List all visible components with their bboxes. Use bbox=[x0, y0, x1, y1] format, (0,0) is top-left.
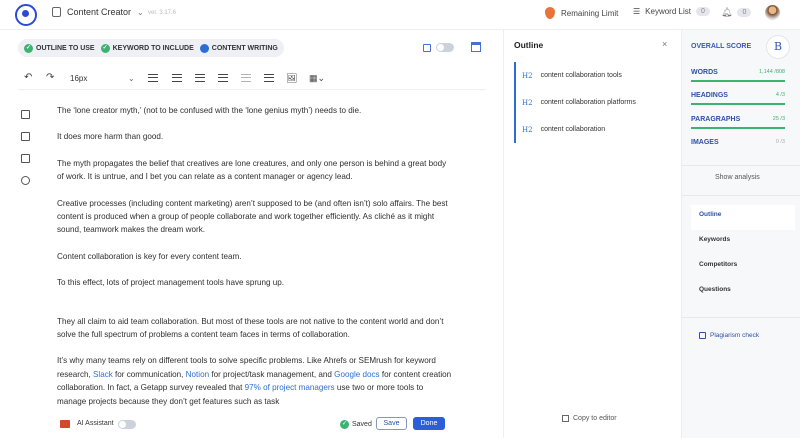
step-outline[interactable] bbox=[24, 44, 95, 53]
editor-toolbar bbox=[18, 68, 486, 90]
saved-status bbox=[340, 420, 372, 429]
bell-icon: 🔔︎ bbox=[721, 7, 733, 17]
saved-label: Saved bbox=[352, 421, 372, 428]
ai-assistant-icon bbox=[60, 420, 70, 428]
outline-item[interactable] bbox=[516, 89, 674, 116]
indent-icon[interactable] bbox=[264, 74, 274, 82]
metric-images bbox=[691, 139, 785, 146]
metric-value: 25 /3 bbox=[772, 116, 785, 122]
link-google-docs[interactable]: Google docs bbox=[334, 369, 380, 379]
editor-footer bbox=[60, 417, 452, 433]
app-logo-icon[interactable] bbox=[15, 4, 37, 26]
analysis-tabs bbox=[691, 205, 795, 305]
redo-icon[interactable]: ↷ bbox=[46, 72, 55, 83]
metric-headings bbox=[691, 92, 785, 99]
metric-fill bbox=[691, 103, 785, 105]
metric-label: PARAGRAPHS bbox=[691, 116, 741, 123]
check-icon: ✓ bbox=[102, 44, 108, 51]
progress-steps bbox=[18, 39, 284, 57]
metric-value: 4 /3 bbox=[775, 92, 785, 98]
outline-item[interactable] bbox=[516, 62, 674, 89]
paragraph: Creative processes (including content marketing) aren’t supposed to be (and often isn’t) solo affairs. The best content is produced when a group of people collaborate and work together efficiently. As cliché as it might sound, teamwork makes the dream work. bbox=[57, 198, 448, 235]
outline-title: Outline bbox=[514, 40, 544, 50]
paragraph: They all claim to aid team collaboration. But most of these tools are not native to the content world and don’t solve the full spectrum of problems a content team faces in terms of collaboration. bbox=[57, 316, 444, 340]
text-run: for content creation collaboration. In fact, a Getapp survey revealed that bbox=[57, 369, 452, 393]
heading-tag: H2 bbox=[522, 71, 533, 80]
view-toggle[interactable] bbox=[423, 43, 454, 52]
font-size-select[interactable]: 16px bbox=[70, 74, 88, 83]
align-left-icon[interactable] bbox=[148, 74, 158, 82]
remaining-limit-button[interactable] bbox=[545, 7, 618, 19]
editor-content[interactable] bbox=[57, 104, 452, 421]
close-icon[interactable]: × bbox=[662, 39, 668, 49]
metric-label: WORDS bbox=[691, 69, 718, 76]
edit-icon[interactable] bbox=[21, 154, 30, 163]
tab-questions[interactable]: Questions bbox=[699, 286, 731, 293]
metric-label: HEADINGS bbox=[691, 92, 728, 99]
text-run: It’s why many teams rely on different tools to solve specific problems. Like Ahrefs or SEMrush for keyword research, bbox=[57, 356, 436, 379]
tab-outline[interactable]: Outline bbox=[691, 205, 795, 230]
done-button[interactable]: Done bbox=[413, 417, 445, 430]
export-icon[interactable] bbox=[21, 132, 30, 141]
copy-label: Copy to editor bbox=[573, 415, 617, 422]
metric-paragraphs bbox=[691, 116, 785, 123]
metric-value: 1,144 /808 bbox=[759, 69, 785, 75]
table-icon[interactable]: ▦⌄ bbox=[309, 73, 326, 83]
ai-assistant-label: AI Assistant bbox=[77, 420, 114, 427]
metric-fill bbox=[691, 127, 785, 129]
outdent-icon[interactable] bbox=[241, 74, 251, 82]
step-label: CONTENT WRITING bbox=[211, 44, 278, 52]
ai-assistant-toggle[interactable] bbox=[118, 420, 136, 429]
notifications-button[interactable] bbox=[721, 7, 751, 18]
outline-panel bbox=[503, 30, 681, 438]
keyword-list-label: Keyword List bbox=[645, 7, 691, 16]
plagiarism-icon bbox=[699, 332, 706, 339]
grid-icon bbox=[52, 7, 61, 17]
heading-tag: H2 bbox=[522, 98, 533, 107]
app-name: Content Creator bbox=[67, 7, 132, 17]
text-run: for project/task management, and bbox=[209, 369, 335, 379]
align-center-icon[interactable] bbox=[172, 74, 182, 82]
paragraph: The ‘lone creator myth,’ (not to be confused with the ‘lone genius myth’) needs to die. bbox=[57, 106, 362, 115]
metric-words bbox=[691, 69, 785, 76]
heading-tag: H2 bbox=[522, 125, 533, 134]
paragraph bbox=[57, 354, 452, 408]
outline-item-text: content collaboration bbox=[540, 126, 606, 133]
check-icon: ✓ bbox=[341, 421, 348, 427]
metric-fill bbox=[691, 80, 785, 82]
score-grade: B bbox=[766, 35, 790, 59]
divider bbox=[682, 317, 800, 318]
drop-icon bbox=[545, 7, 555, 19]
top-bar bbox=[0, 0, 800, 30]
metric-value: 0 /3 bbox=[775, 139, 785, 145]
outline-item-text: content collaboration tools bbox=[540, 72, 622, 79]
paragraph: To this effect, lots of project management tools have sprung up. bbox=[57, 278, 285, 288]
check-icon: ✓ bbox=[25, 44, 32, 51]
keyword-count-badge: 0 bbox=[696, 7, 710, 16]
list-icon: ☰ bbox=[633, 7, 641, 16]
remaining-limit-label: Remaining Limit bbox=[561, 8, 619, 18]
keyword-list-button[interactable] bbox=[633, 7, 710, 16]
document-icon bbox=[423, 44, 431, 52]
link-notion[interactable]: Notion bbox=[185, 369, 210, 379]
align-right-icon[interactable] bbox=[195, 74, 205, 82]
app-switcher[interactable] bbox=[52, 7, 144, 17]
notification-count-badge: 0 bbox=[737, 8, 751, 17]
link-slack[interactable]: Slack bbox=[93, 369, 113, 379]
paragraph: It does more harm than good. bbox=[57, 132, 164, 142]
paragraph: The myth propagates the belief that creatives are lone creatures, and only one person is behind a great body of work. It is untrue, and I bet you can relate as a content manager or agency lead. bbox=[57, 158, 447, 182]
metric-bar bbox=[691, 103, 785, 105]
toggle-switch[interactable] bbox=[436, 43, 454, 52]
copy-icon bbox=[562, 415, 569, 422]
metric-bar bbox=[691, 80, 785, 82]
show-analysis-button[interactable]: Show analysis bbox=[715, 174, 760, 181]
metric-bar bbox=[691, 127, 785, 129]
undo-icon[interactable]: ↶ bbox=[24, 72, 33, 83]
metric-label: IMAGES bbox=[691, 139, 719, 146]
link-project-managers[interactable]: 97% of project managers bbox=[244, 383, 335, 393]
chevron-down-icon[interactable]: ⌄ bbox=[128, 74, 135, 83]
image-icon[interactable]: 🖼︎ bbox=[286, 73, 298, 83]
editor-side-icons bbox=[21, 110, 30, 185]
tab-keywords[interactable]: Keywords bbox=[699, 236, 731, 243]
version-label: ver. 3.17.6 bbox=[148, 10, 177, 16]
save-button[interactable]: Save bbox=[376, 417, 407, 430]
text-run: for communication, bbox=[112, 369, 186, 379]
document-import-icon[interactable] bbox=[21, 110, 30, 119]
chevron-down-icon: ⌄ bbox=[137, 7, 144, 17]
tab-competitors[interactable]: Competitors bbox=[699, 261, 738, 268]
active-step-icon bbox=[200, 44, 209, 53]
step-label: KEYWORD TO INCLUDE bbox=[112, 44, 194, 52]
copy-to-editor-button[interactable] bbox=[562, 415, 617, 422]
plagiarism-check-button[interactable] bbox=[699, 332, 759, 339]
outline-item-text: content collaboration platforms bbox=[540, 99, 636, 106]
paragraph: Content collaboration is key for every content team. bbox=[57, 251, 242, 261]
step-label: OUTLINE TO USE bbox=[36, 44, 95, 52]
text-run: use two or more tools to manage projects because they don’t get features such as task bbox=[57, 383, 424, 406]
outline-list bbox=[514, 62, 674, 143]
avatar[interactable] bbox=[765, 5, 780, 20]
score-panel bbox=[681, 30, 800, 438]
outline-item[interactable] bbox=[516, 116, 674, 143]
overall-score-title: OVERALL SCORE bbox=[691, 43, 752, 50]
step-writing[interactable] bbox=[200, 44, 278, 53]
divider bbox=[682, 165, 800, 166]
library-icon[interactable] bbox=[471, 42, 481, 52]
step-keyword[interactable] bbox=[101, 44, 194, 53]
divider bbox=[682, 195, 800, 196]
plagiarism-label: Plagiarism check bbox=[710, 332, 760, 339]
share-icon[interactable] bbox=[21, 176, 30, 185]
justify-icon[interactable] bbox=[218, 74, 228, 82]
